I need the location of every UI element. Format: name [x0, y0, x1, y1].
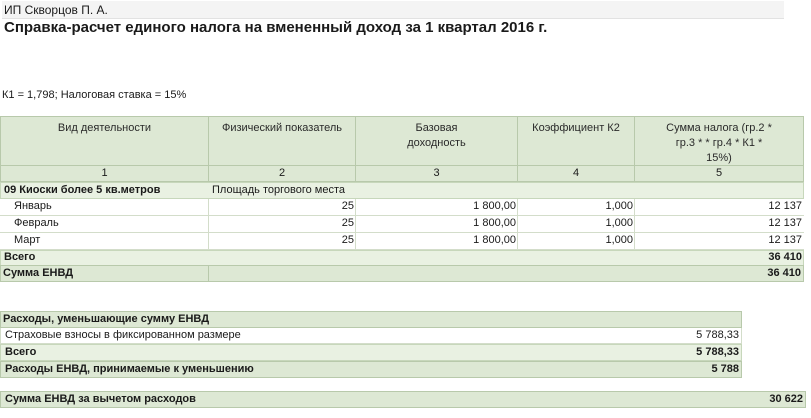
column-number: 3 [355, 165, 518, 182]
column-header-activity: Вид деятельности [0, 116, 209, 166]
accepted-expenses-row [0, 361, 742, 378]
k2-value: 1,000 [517, 233, 635, 249]
column-header-tax-sum: Сумма налога (гр.2 * гр.3 * * гр.4 * К1 * 15%) [634, 116, 804, 166]
k2-value: 1,000 [517, 216, 635, 232]
coefficient-params: К1 = 1,798; Налоговая ставка = 15% [2, 89, 187, 101]
month-label: Февраль [14, 217, 59, 229]
accepted-expenses-label: Расходы ЕНВД, принимаемые к уменьшению [5, 363, 254, 375]
base-income-value: 1 800,00 [355, 199, 518, 215]
final-envd-value: 30 622 [769, 393, 803, 405]
physical-indicator-name: Площадь торгового места [212, 184, 345, 196]
document-title: Справка-расчет единого налога на вмененный доход за 1 квартал 2016 г. [4, 19, 548, 36]
month-label: Март [14, 234, 41, 246]
table-row [0, 199, 804, 216]
column-number: 5 [634, 165, 804, 182]
owner-name: ИП Скворцов П. А. [2, 1, 784, 19]
accepted-expenses-value: 5 788 [711, 363, 739, 375]
expense-item-row [0, 328, 742, 344]
tax-value: 12 137 [634, 199, 804, 215]
physical-value: 25 [208, 199, 356, 215]
column-number: 1 [0, 165, 209, 182]
expenses-heading: Расходы, уменьшающие сумму ЕНВД [0, 311, 742, 328]
expenses-total-label: Всего [5, 346, 37, 358]
physical-value: 25 [208, 233, 356, 249]
tax-value: 12 137 [634, 233, 804, 249]
base-income-value: 1 800,00 [355, 233, 518, 249]
expense-item-value: 5 788,33 [696, 329, 739, 341]
base-income-value: 1 800,00 [355, 216, 518, 232]
final-envd-row [0, 391, 806, 408]
table-row [0, 233, 804, 250]
column-header-k2: Коэффициент К2 [517, 116, 635, 166]
k2-value: 1,000 [517, 199, 635, 215]
total-value: 36 410 [768, 251, 802, 263]
month-label: Январь [14, 200, 52, 212]
envd-sum-label: Сумма ЕНВД [0, 265, 209, 282]
tax-value: 12 137 [634, 216, 804, 232]
activity-name: 09 Киоски более 5 кв.метров [4, 184, 161, 196]
table-row [0, 216, 804, 233]
column-header-physical: Физический показатель [208, 116, 356, 166]
total-label: Всего [4, 251, 36, 263]
final-envd-label: Сумма ЕНВД за вычетом расходов [5, 393, 196, 405]
expenses-total-value: 5 788,33 [696, 346, 739, 358]
envd-sum-value: 36 410 [208, 265, 804, 282]
column-number: 4 [517, 165, 635, 182]
expense-item-label: Страховые взносы в фиксированном размере [5, 329, 241, 341]
expenses-total-row [0, 344, 742, 361]
column-number: 2 [208, 165, 356, 182]
column-header-base-income: Базовая доходность [355, 116, 518, 166]
physical-value: 25 [208, 216, 356, 232]
